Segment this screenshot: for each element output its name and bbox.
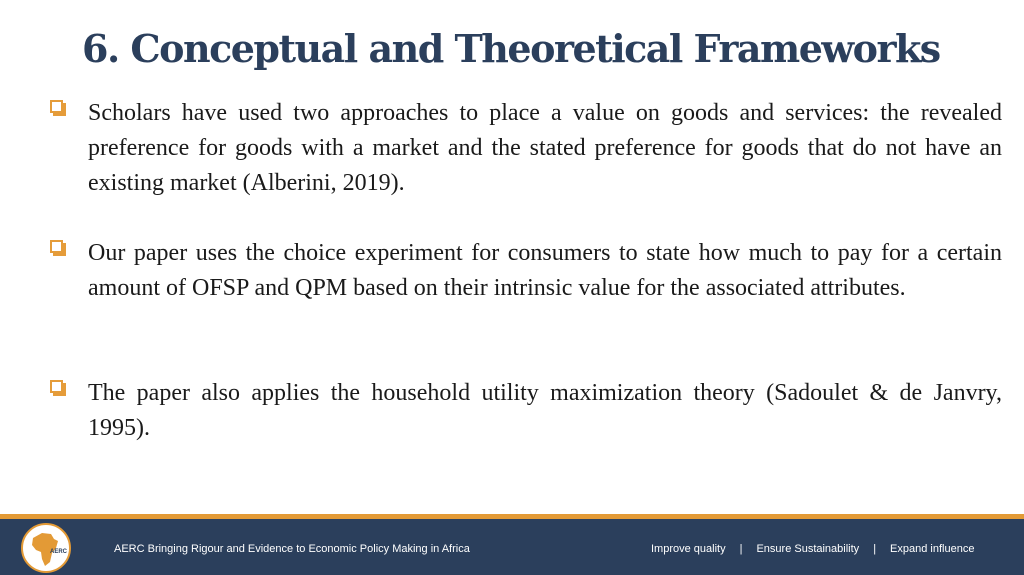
slide-title: 6. Conceptual and Theoretical Frameworks bbox=[82, 26, 940, 71]
footer-value-influence: Expand influence bbox=[890, 543, 975, 555]
footer-values bbox=[651, 543, 974, 555]
bullet-text: Scholars have used two approaches to place a value on goods and services: the revealed preference for goods with a market and the stated preference for goods that do not have an existing market (Alberini, 2019). bbox=[88, 100, 1002, 196]
logo-text: AERC bbox=[50, 549, 68, 555]
bullet-text: Our paper uses the choice experiment for consumers to state how much to pay for a certain amount of OFSP and QPM based on their intrinsic value for the associated attributes. bbox=[88, 240, 1002, 301]
footer-value-quality: Improve quality bbox=[651, 543, 726, 555]
footer-separator: | bbox=[739, 543, 743, 555]
bullet-text: The paper also applies the household utility maximization theory (Sadoulet & de Janvry, 1995). bbox=[88, 380, 1002, 441]
footer-value-sustainability: Ensure Sustainability bbox=[756, 543, 860, 555]
checkbox-bullet-icon bbox=[50, 380, 63, 393]
checkbox-bullet-icon bbox=[50, 240, 63, 253]
checkbox-bullet-icon bbox=[50, 100, 63, 113]
footer-separator: | bbox=[873, 543, 877, 555]
footer-tagline: AERC Bringing Rigour and Evidence to Economic Policy Making in Africa bbox=[114, 543, 470, 555]
aerc-logo-icon bbox=[20, 522, 72, 574]
